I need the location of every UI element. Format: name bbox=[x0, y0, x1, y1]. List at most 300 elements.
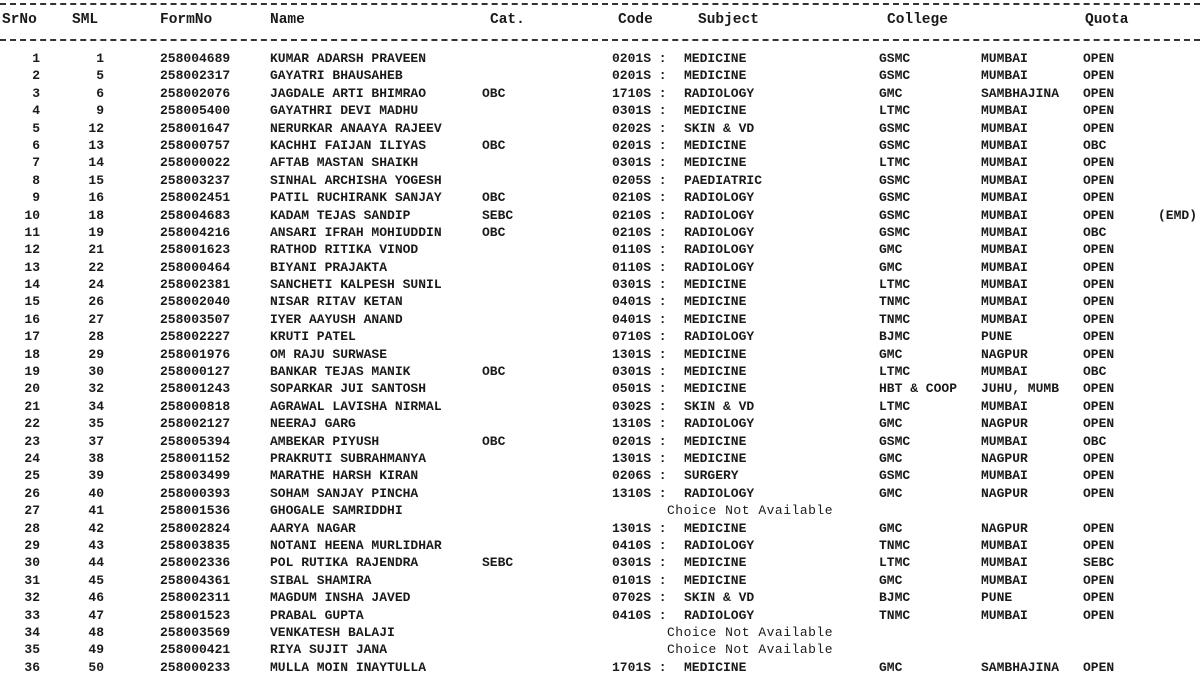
cell-code: 0410S : bbox=[612, 537, 667, 553]
cell-city: MUMBAI bbox=[981, 172, 1028, 188]
cell-college: GSMC bbox=[879, 433, 911, 449]
cell-choice-not-available: Choice Not Available bbox=[667, 624, 834, 640]
header-quota: Quota bbox=[1085, 12, 1129, 28]
cell-college: LTMC bbox=[879, 555, 911, 571]
cell-formno: 258000421 bbox=[160, 642, 231, 658]
cell-name: IYER AAYUSH ANAND bbox=[270, 311, 403, 327]
cell-quota: OBC bbox=[1083, 433, 1107, 449]
header-name: Name bbox=[270, 12, 305, 28]
cell-sml: 5 bbox=[96, 68, 104, 84]
cell-srno: 23 bbox=[24, 433, 40, 449]
cell-sml: 32 bbox=[88, 381, 104, 397]
cell-sml: 50 bbox=[88, 659, 104, 675]
cell-city: SAMBHAJINA bbox=[981, 85, 1060, 101]
cell-code: 0110S : bbox=[612, 259, 667, 275]
cell-srno: 14 bbox=[24, 277, 40, 293]
cell-srno: 22 bbox=[24, 416, 40, 432]
cell-name: GHOGALE SAMRIDDHI bbox=[270, 503, 403, 519]
cell-code: 0205S : bbox=[612, 172, 667, 188]
cell-city: NAGPUR bbox=[981, 520, 1028, 536]
cell-name: KRUTI PATEL bbox=[270, 329, 356, 345]
cell-name: MAGDUM INSHA JAVED bbox=[270, 590, 411, 606]
cell-formno: 258001243 bbox=[160, 381, 231, 397]
cell-sml: 30 bbox=[88, 364, 104, 380]
cell-city: JUHU, MUMB bbox=[981, 381, 1060, 397]
cell-sml: 35 bbox=[88, 416, 104, 432]
cell-name: AMBEKAR PIYUSH bbox=[270, 433, 380, 449]
cell-college: GSMC bbox=[879, 68, 911, 84]
table-row bbox=[0, 207, 1200, 224]
cell-name: RATHOD RITIKA VINOD bbox=[270, 242, 419, 258]
cell-code: 0301S : bbox=[612, 277, 667, 293]
cell-college: GMC bbox=[879, 485, 903, 501]
cell-name: SOPARKAR JUI SANTOSH bbox=[270, 381, 427, 397]
cell-srno: 15 bbox=[24, 294, 40, 310]
cell-formno: 258001623 bbox=[160, 242, 231, 258]
cell-college: GSMC bbox=[879, 224, 911, 240]
cell-name: SINHAL ARCHISHA YOGESH bbox=[270, 172, 442, 188]
cell-formno: 258002824 bbox=[160, 520, 231, 536]
cell-sml: 28 bbox=[88, 329, 104, 345]
cell-sml: 15 bbox=[88, 172, 104, 188]
cell-city: MUMBAI bbox=[981, 398, 1028, 414]
cell-name: BIYANI PRAJAKTA bbox=[270, 259, 388, 275]
cell-quota: OPEN bbox=[1083, 259, 1115, 275]
header-srno: SrNo bbox=[2, 12, 37, 28]
cell-subject: RADIOLOGY bbox=[684, 416, 755, 432]
table-row bbox=[0, 50, 1200, 67]
table-row bbox=[0, 589, 1200, 606]
cell-college: GMC bbox=[879, 659, 903, 675]
cell-subject: RADIOLOGY bbox=[684, 207, 755, 223]
cell-code: 0202S : bbox=[612, 120, 667, 136]
cell-code: 0210S : bbox=[612, 224, 667, 240]
cell-formno: 258000818 bbox=[160, 398, 231, 414]
cell-formno: 258003507 bbox=[160, 311, 231, 327]
cell-formno: 258002227 bbox=[160, 329, 231, 345]
header-category: Cat. bbox=[490, 12, 525, 28]
cell-sml: 37 bbox=[88, 433, 104, 449]
cell-college: GSMC bbox=[879, 137, 911, 153]
cell-code: 0206S : bbox=[612, 468, 667, 484]
cell-college: TNMC bbox=[879, 607, 911, 623]
table-row bbox=[0, 363, 1200, 380]
cell-quota: OPEN bbox=[1083, 346, 1115, 362]
allotment-table-body bbox=[0, 50, 1200, 676]
cell-formno: 258003237 bbox=[160, 172, 231, 188]
cell-quota: OPEN bbox=[1083, 381, 1115, 397]
cell-name: NERURKAR ANAAYA RAJEEV bbox=[270, 120, 442, 136]
cell-city: NAGPUR bbox=[981, 485, 1028, 501]
cell-formno: 258004683 bbox=[160, 207, 231, 223]
cell-subject: SKIN & VD bbox=[684, 590, 755, 606]
cell-code: 0710S : bbox=[612, 329, 667, 345]
cell-formno: 258000464 bbox=[160, 259, 231, 275]
cell-sml: 40 bbox=[88, 485, 104, 501]
table-row bbox=[0, 502, 1200, 519]
cell-sml: 41 bbox=[88, 503, 104, 519]
cell-category: SEBC bbox=[482, 207, 514, 223]
cell-subject: MEDICINE bbox=[684, 311, 747, 327]
cell-code: 0201S : bbox=[612, 51, 667, 66]
cell-subject: MEDICINE bbox=[684, 51, 747, 66]
cell-srno: 36 bbox=[24, 659, 40, 675]
cell-quota: OPEN bbox=[1083, 155, 1115, 171]
cell-city: MUMBAI bbox=[981, 207, 1028, 223]
cell-code: 1301S : bbox=[612, 450, 667, 466]
cell-city: MUMBAI bbox=[981, 555, 1028, 571]
cell-srno: 29 bbox=[24, 537, 40, 553]
cell-name: KADAM TEJAS SANDIP bbox=[270, 207, 411, 223]
table-row bbox=[0, 85, 1200, 102]
cell-srno: 7 bbox=[32, 155, 40, 171]
table-row bbox=[0, 276, 1200, 293]
cell-name: RIYA SUJIT JANA bbox=[270, 642, 388, 658]
cell-srno: 3 bbox=[32, 85, 40, 101]
cell-city: MUMBAI bbox=[981, 51, 1028, 66]
cell-college: GSMC bbox=[879, 172, 911, 188]
cell-college: LTMC bbox=[879, 364, 911, 380]
table-row bbox=[0, 137, 1200, 154]
cell-quota: OPEN bbox=[1083, 416, 1115, 432]
cell-quota: OPEN bbox=[1083, 51, 1115, 66]
cell-city: MUMBAI bbox=[981, 242, 1028, 258]
cell-subject: MEDICINE bbox=[684, 294, 747, 310]
cell-subject: MEDICINE bbox=[684, 364, 747, 380]
cell-sml: 12 bbox=[88, 120, 104, 136]
cell-college: LTMC bbox=[879, 398, 911, 414]
cell-subject: MEDICINE bbox=[684, 277, 747, 293]
cell-sml: 6 bbox=[96, 85, 104, 101]
cell-subject: RADIOLOGY bbox=[684, 190, 755, 206]
cell-sml: 44 bbox=[88, 555, 104, 571]
cell-name: MULLA MOIN INAYTULLA bbox=[270, 659, 427, 675]
cell-name: KUMAR ADARSH PRAVEEN bbox=[270, 51, 427, 66]
cell-subject: MEDICINE bbox=[684, 381, 747, 397]
cell-code: 1301S : bbox=[612, 346, 667, 362]
cell-city: NAGPUR bbox=[981, 416, 1028, 432]
cell-city: PUNE bbox=[981, 590, 1013, 606]
cell-subject: RADIOLOGY bbox=[684, 224, 755, 240]
cell-sml: 34 bbox=[88, 398, 104, 414]
cell-subject: SKIN & VD bbox=[684, 120, 755, 136]
cell-formno: 258000233 bbox=[160, 659, 231, 675]
cell-name: SANCHETI KALPESH SUNIL bbox=[270, 277, 442, 293]
cell-city: MUMBAI bbox=[981, 311, 1028, 327]
cell-city: MUMBAI bbox=[981, 103, 1028, 119]
table-row bbox=[0, 259, 1200, 276]
cell-subject: RADIOLOGY bbox=[684, 242, 755, 258]
table-row bbox=[0, 641, 1200, 658]
cell-quota: OPEN bbox=[1083, 277, 1115, 293]
cell-srno: 12 bbox=[24, 242, 40, 258]
cell-name: AGRAWAL LAVISHA NIRMAL bbox=[270, 398, 442, 414]
cell-sml: 9 bbox=[96, 103, 104, 119]
cell-code: 0410S : bbox=[612, 607, 667, 623]
cell-sml: 16 bbox=[88, 190, 104, 206]
cell-quota: OPEN bbox=[1083, 607, 1115, 623]
cell-sml: 14 bbox=[88, 155, 104, 171]
cell-subject: MEDICINE bbox=[684, 137, 747, 153]
cell-city: PUNE bbox=[981, 329, 1013, 345]
cell-code: 1310S : bbox=[612, 416, 667, 432]
cell-city: MUMBAI bbox=[981, 607, 1028, 623]
cell-sml: 47 bbox=[88, 607, 104, 623]
cell-subject: MEDICINE bbox=[684, 68, 747, 84]
cell-name: BANKAR TEJAS MANIK bbox=[270, 364, 411, 380]
cell-college: GMC bbox=[879, 85, 903, 101]
cell-code: 0101S : bbox=[612, 572, 667, 588]
cell-quota: OPEN bbox=[1083, 103, 1115, 119]
cell-subject: PAEDIATRIC bbox=[684, 172, 763, 188]
cell-formno: 258001976 bbox=[160, 346, 231, 362]
cell-formno: 258003835 bbox=[160, 537, 231, 553]
cell-name: JAGDALE ARTI BHIMRAO bbox=[270, 85, 427, 101]
top-dashed-rule bbox=[0, 3, 1200, 5]
cell-city: MUMBAI bbox=[981, 68, 1028, 84]
cell-srno: 20 bbox=[24, 381, 40, 397]
header-formno: FormNo bbox=[160, 12, 213, 28]
cell-category: OBC bbox=[482, 224, 506, 240]
cell-name: MARATHE HARSH KIRAN bbox=[270, 468, 419, 484]
cell-subject: MEDICINE bbox=[684, 433, 747, 449]
cell-city: MUMBAI bbox=[981, 224, 1028, 240]
cell-city: MUMBAI bbox=[981, 572, 1028, 588]
cell-quota: SEBC bbox=[1083, 555, 1115, 571]
cell-college: GMC bbox=[879, 346, 903, 362]
cell-college: LTMC bbox=[879, 277, 911, 293]
cell-name: VENKATESH BALAJI bbox=[270, 624, 395, 640]
cell-college: LTMC bbox=[879, 103, 911, 119]
cell-quota: OPEN bbox=[1083, 207, 1115, 223]
table-row bbox=[0, 224, 1200, 241]
cell-sml: 26 bbox=[88, 294, 104, 310]
cell-quota: OPEN bbox=[1083, 572, 1115, 588]
cell-quota: OBC bbox=[1083, 224, 1107, 240]
cell-city: MUMBAI bbox=[981, 137, 1028, 153]
table-row bbox=[0, 311, 1200, 328]
cell-note: (EMD) bbox=[1158, 207, 1198, 223]
cell-code: 1301S : bbox=[612, 520, 667, 536]
cell-srno: 11 bbox=[24, 224, 40, 240]
cell-name: NISAR RITAV KETAN bbox=[270, 294, 403, 310]
cell-code: 0501S : bbox=[612, 381, 667, 397]
cell-srno: 18 bbox=[24, 346, 40, 362]
cell-college: GMC bbox=[879, 242, 903, 258]
cell-formno: 258004216 bbox=[160, 224, 231, 240]
header-college: College bbox=[887, 12, 948, 28]
cell-college: GMC bbox=[879, 572, 903, 588]
cell-formno: 258004361 bbox=[160, 572, 231, 588]
cell-quota: OPEN bbox=[1083, 120, 1115, 136]
cell-sml: 46 bbox=[88, 590, 104, 606]
table-row bbox=[0, 67, 1200, 84]
cell-srno: 28 bbox=[24, 520, 40, 536]
cell-srno: 1 bbox=[32, 51, 40, 66]
cell-college: BJMC bbox=[879, 329, 911, 345]
cell-name: SIBAL SHAMIRA bbox=[270, 572, 372, 588]
cell-sml: 39 bbox=[88, 468, 104, 484]
cell-college: TNMC bbox=[879, 537, 911, 553]
cell-formno: 258002317 bbox=[160, 68, 231, 84]
cell-name: ANSARI IFRAH MOHIUDDIN bbox=[270, 224, 442, 240]
cell-name: OM RAJU SURWASE bbox=[270, 346, 388, 362]
cell-code: 1701S : bbox=[612, 659, 667, 675]
cell-subject: MEDICINE bbox=[684, 346, 747, 362]
table-row bbox=[0, 572, 1200, 589]
cell-name: SOHAM SANJAY PINCHA bbox=[270, 485, 419, 501]
cell-college: GSMC bbox=[879, 51, 911, 66]
cell-city: MUMBAI bbox=[981, 259, 1028, 275]
cell-srno: 21 bbox=[24, 398, 40, 414]
cell-formno: 258001536 bbox=[160, 503, 231, 519]
cell-name: AARYA NAGAR bbox=[270, 520, 356, 536]
table-row bbox=[0, 467, 1200, 484]
table-row bbox=[0, 172, 1200, 189]
table-row bbox=[0, 433, 1200, 450]
cell-college: GSMC bbox=[879, 207, 911, 223]
cell-quota: OPEN bbox=[1083, 520, 1115, 536]
cell-category: OBC bbox=[482, 433, 506, 449]
cell-subject: RADIOLOGY bbox=[684, 607, 755, 623]
cell-sml: 38 bbox=[88, 450, 104, 466]
cell-city: NAGPUR bbox=[981, 346, 1028, 362]
cell-college: BJMC bbox=[879, 590, 911, 606]
cell-college: GMC bbox=[879, 450, 903, 466]
cell-city: SAMBHAJINA bbox=[981, 659, 1060, 675]
cell-sml: 43 bbox=[88, 537, 104, 553]
cell-srno: 27 bbox=[24, 503, 40, 519]
cell-formno: 258004689 bbox=[160, 51, 231, 66]
table-row bbox=[0, 380, 1200, 397]
cell-quota: OPEN bbox=[1083, 242, 1115, 258]
cell-sml: 48 bbox=[88, 624, 104, 640]
table-row bbox=[0, 415, 1200, 432]
cell-quota: OPEN bbox=[1083, 485, 1115, 501]
cell-subject: MEDICINE bbox=[684, 450, 747, 466]
cell-srno: 17 bbox=[24, 329, 40, 345]
cell-sml: 24 bbox=[88, 277, 104, 293]
cell-quota: OPEN bbox=[1083, 537, 1115, 553]
table-row bbox=[0, 120, 1200, 137]
cell-code: 0201S : bbox=[612, 137, 667, 153]
cell-quota: OPEN bbox=[1083, 450, 1115, 466]
cell-quota: OPEN bbox=[1083, 85, 1115, 101]
cell-subject: RADIOLOGY bbox=[684, 537, 755, 553]
cell-subject: MEDICINE bbox=[684, 103, 747, 119]
cell-formno: 258000127 bbox=[160, 364, 231, 380]
cell-code: 0301S : bbox=[612, 155, 667, 171]
cell-quota: OBC bbox=[1083, 137, 1107, 153]
table-row bbox=[0, 241, 1200, 258]
cell-formno: 258000022 bbox=[160, 155, 231, 171]
cell-code: 0401S : bbox=[612, 311, 667, 327]
table-row bbox=[0, 328, 1200, 345]
cell-quota: OPEN bbox=[1083, 590, 1115, 606]
cell-city: MUMBAI bbox=[981, 433, 1028, 449]
cell-srno: 34 bbox=[24, 624, 40, 640]
cell-name: PRABAL GUPTA bbox=[270, 607, 364, 623]
cell-quota: OPEN bbox=[1083, 190, 1115, 206]
cell-srno: 30 bbox=[24, 555, 40, 571]
cell-name: POL RUTIKA RAJENDRA bbox=[270, 555, 419, 571]
cell-college: TNMC bbox=[879, 294, 911, 310]
cell-srno: 10 bbox=[24, 207, 40, 223]
cell-formno: 258000393 bbox=[160, 485, 231, 501]
cell-city: NAGPUR bbox=[981, 450, 1028, 466]
cell-code: 0301S : bbox=[612, 364, 667, 380]
cell-srno: 8 bbox=[32, 172, 40, 188]
cell-srno: 24 bbox=[24, 450, 40, 466]
cell-category: SEBC bbox=[482, 555, 514, 571]
cell-srno: 26 bbox=[24, 485, 40, 501]
cell-quota: OPEN bbox=[1083, 398, 1115, 414]
cell-sml: 19 bbox=[88, 224, 104, 240]
cell-srno: 35 bbox=[24, 642, 40, 658]
cell-formno: 258000757 bbox=[160, 137, 231, 153]
table-header bbox=[0, 12, 1200, 32]
cell-subject: MEDICINE bbox=[684, 155, 747, 171]
cell-sml: 45 bbox=[88, 572, 104, 588]
cell-name: GAYATHRI DEVI MADHU bbox=[270, 103, 419, 119]
table-row bbox=[0, 346, 1200, 363]
cell-category: OBC bbox=[482, 364, 506, 380]
cell-subject: MEDICINE bbox=[684, 555, 747, 571]
cell-sml: 18 bbox=[88, 207, 104, 223]
table-row bbox=[0, 607, 1200, 624]
cell-sml: 42 bbox=[88, 520, 104, 536]
cell-formno: 258002127 bbox=[160, 416, 231, 432]
cell-name: PRAKRUTI SUBRAHMANYA bbox=[270, 450, 427, 466]
cell-formno: 258001647 bbox=[160, 120, 231, 136]
table-row bbox=[0, 293, 1200, 310]
cell-college: GMC bbox=[879, 259, 903, 275]
cell-city: MUMBAI bbox=[981, 120, 1028, 136]
cell-formno: 258002311 bbox=[160, 590, 231, 606]
cell-code: 1710S : bbox=[612, 85, 667, 101]
cell-formno: 258005400 bbox=[160, 103, 231, 119]
cell-college: GSMC bbox=[879, 120, 911, 136]
cell-formno: 258003569 bbox=[160, 624, 231, 640]
table-row bbox=[0, 520, 1200, 537]
cell-name: PATIL RUCHIRANK SANJAY bbox=[270, 190, 442, 206]
cell-subject: SKIN & VD bbox=[684, 398, 755, 414]
cell-formno: 258002040 bbox=[160, 294, 231, 310]
cell-college: GSMC bbox=[879, 468, 911, 484]
cell-code: 0401S : bbox=[612, 294, 667, 310]
cell-srno: 19 bbox=[24, 364, 40, 380]
cell-code: 0702S : bbox=[612, 590, 667, 606]
cell-code: 0201S : bbox=[612, 433, 667, 449]
cell-formno: 258005394 bbox=[160, 433, 231, 449]
cell-quota: OPEN bbox=[1083, 294, 1115, 310]
cell-code: 0302S : bbox=[612, 398, 667, 414]
cell-formno: 258002336 bbox=[160, 555, 231, 571]
cell-subject: RADIOLOGY bbox=[684, 259, 755, 275]
cell-quota: OPEN bbox=[1083, 311, 1115, 327]
cell-subject: MEDICINE bbox=[684, 572, 747, 588]
cell-sml: 1 bbox=[96, 51, 104, 66]
cell-srno: 4 bbox=[32, 103, 40, 119]
cell-formno: 258003499 bbox=[160, 468, 231, 484]
cell-quota: OPEN bbox=[1083, 659, 1115, 675]
cell-srno: 31 bbox=[24, 572, 40, 588]
cell-quota: OPEN bbox=[1083, 468, 1115, 484]
cell-formno: 258001152 bbox=[160, 450, 231, 466]
cell-city: MUMBAI bbox=[981, 277, 1028, 293]
cell-srno: 32 bbox=[24, 590, 40, 606]
cell-city: MUMBAI bbox=[981, 294, 1028, 310]
